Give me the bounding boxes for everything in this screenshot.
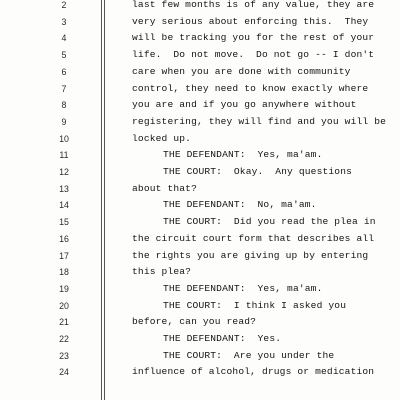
- transcript-line: [0, 298, 400, 314]
- line-text: THE DEFENDANT: No, ma'am.: [163, 199, 317, 211]
- line-text: influence of alcohol, drugs or medication: [132, 366, 375, 378]
- line-text: THE DEFENDANT: Yes, ma'am.: [163, 282, 323, 294]
- line-text: control, they need to know exactly where: [132, 82, 369, 94]
- transcript-line: [0, 264, 400, 280]
- line-number: 16: [59, 233, 69, 244]
- transcript-line: [0, 197, 400, 213]
- transcript-line: [0, 64, 400, 80]
- line-number: 18: [59, 267, 69, 278]
- transcript-line: [0, 364, 400, 380]
- line-text: about that?: [132, 182, 197, 194]
- transcript-line: [0, 181, 400, 197]
- transcript-line: [0, 131, 400, 147]
- line-text: THE DEFENDANT: Yes, ma'am.: [163, 149, 323, 161]
- transcript-line: [0, 114, 400, 130]
- transcript-line: [0, 281, 400, 297]
- transcript-line: [0, 231, 400, 247]
- transcript-line: [0, 147, 400, 163]
- line-text: care when you are done with community: [132, 65, 351, 77]
- line-number: 17: [59, 250, 69, 261]
- line-number: 14: [59, 200, 69, 211]
- line-text: the circuit court form that describes all: [132, 232, 375, 244]
- transcript-line: [0, 214, 400, 230]
- transcript-line: [0, 30, 400, 46]
- line-text: will be tracking you for the rest of your: [132, 32, 375, 44]
- transcript-line: [0, 331, 400, 347]
- transcript-line: [0, 164, 400, 180]
- line-text: registering, they will find and you will be: [132, 115, 387, 127]
- line-text: life. Do not move. Do not go -- I don't: [132, 49, 375, 61]
- line-text: you are and if you go anywhere without: [132, 99, 357, 111]
- line-number: 21: [59, 317, 69, 328]
- transcript-line: [0, 314, 400, 330]
- line-number: 9: [61, 116, 67, 127]
- transcript-line: [0, 0, 400, 13]
- line-number: 22: [59, 334, 69, 344]
- line-number: 5: [61, 50, 67, 61]
- transcript-line: [0, 348, 400, 364]
- line-number: 11: [59, 150, 69, 161]
- line-text: this plea?: [132, 266, 192, 278]
- line-text: last few months is of any value, they are: [132, 0, 375, 10]
- line-text: THE DEFENDANT: Yes.: [163, 333, 282, 344]
- line-number: 2: [61, 0, 67, 10]
- line-text: the rights you are giving up by entering: [132, 249, 369, 261]
- line-number: 3: [61, 16, 67, 27]
- line-number: 19: [59, 283, 69, 294]
- line-number: 15: [59, 217, 69, 228]
- line-text: very serious about enforcing this. They: [132, 15, 369, 27]
- line-text: before, can you read?: [132, 316, 257, 328]
- line-text: locked up.: [132, 132, 192, 144]
- line-number: 20: [59, 300, 69, 311]
- line-text: THE COURT: Did you read the plea in: [163, 216, 376, 228]
- transcript-line: [0, 47, 400, 63]
- transcript-line: [0, 248, 400, 264]
- line-number: 8: [61, 100, 67, 111]
- line-number: 10: [59, 133, 69, 144]
- line-number: 23: [59, 350, 69, 361]
- line-number: 24: [59, 367, 69, 378]
- line-number: 4: [61, 33, 67, 44]
- line-text: THE COURT: Are you under the: [163, 349, 335, 361]
- line-number: 7: [61, 83, 67, 94]
- line-text: THE COURT: Okay. Any questions: [163, 166, 353, 177]
- line-text: THE COURT: I think I asked you: [163, 299, 347, 311]
- transcript-line: [0, 14, 400, 30]
- line-number: 6: [61, 66, 67, 77]
- transcript-line: [0, 81, 400, 97]
- line-number: 13: [59, 183, 69, 194]
- transcript-line: [0, 97, 400, 113]
- line-number: 12: [59, 167, 69, 177]
